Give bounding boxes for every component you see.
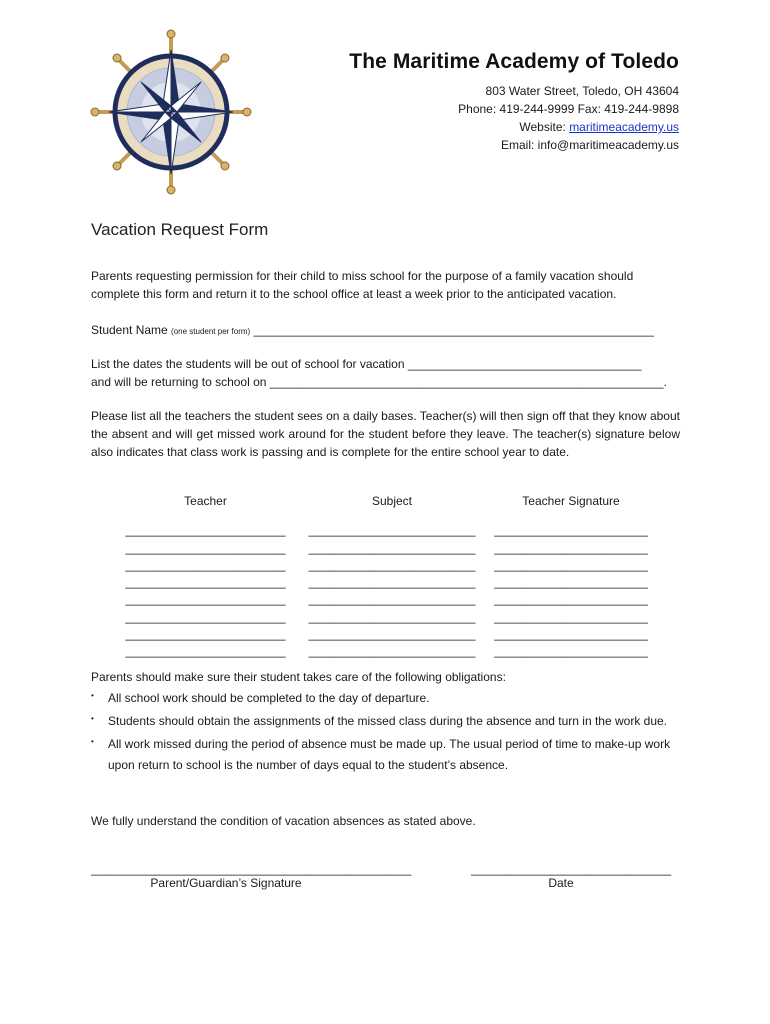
- teachers-instruction: Please list all the teachers the student sees on a daily bases. Teacher(s) will then sign off that they know about the absent and will get missed work around for the student before they leave. The teacher(s) signature below also indicates that class work is passing and is complete for the entire school year to date.: [91, 409, 680, 459]
- form-title: Vacation Request Form: [91, 220, 269, 239]
- subject-field[interactable]: _________________________: [308, 627, 476, 642]
- table-header-row: [118, 494, 650, 512]
- teacher-name-field[interactable]: ________________________: [125, 609, 286, 624]
- school-header: [279, 50, 679, 154]
- date-label: Date: [548, 876, 574, 890]
- obligation-text: Students should obtain the assignments of the missed class during the absence and turn in the work due.: [108, 714, 668, 728]
- student-name-note: (one student per form): [171, 327, 251, 336]
- school-website: [279, 118, 679, 136]
- return-date-field[interactable]: and will be returning to school on ___________________________________________________________.: [91, 375, 667, 389]
- teacher-signature-table: [118, 494, 650, 658]
- school-address: 803 Water Street, Toledo, OH 43604: [485, 84, 679, 98]
- date-field[interactable]: ______________________________: [471, 862, 672, 876]
- teacher-signature-field[interactable]: _______________________: [494, 644, 648, 659]
- vacation-dates-field[interactable]: List the dates the students will be out of school for vacation ___________________________________: [91, 357, 642, 371]
- teacher-name-field[interactable]: ________________________: [125, 644, 286, 659]
- website-link[interactable]: maritimeacademy.us: [569, 120, 679, 134]
- bullet-icon: •: [91, 737, 94, 746]
- teacher-signature-field[interactable]: _______________________: [494, 575, 648, 590]
- student-name-field[interactable]: ____________________________________________________________: [250, 323, 654, 337]
- table-row: [118, 589, 650, 606]
- teacher-signature-field[interactable]: _______________________: [494, 557, 648, 572]
- table-row: [118, 537, 650, 554]
- bullet-icon: •: [91, 714, 94, 723]
- subject-field[interactable]: _________________________: [308, 644, 476, 659]
- table-header-signature: Teacher Signature: [522, 494, 620, 508]
- student-name-label: Student Name: [91, 323, 172, 337]
- list-item: [91, 688, 691, 709]
- teacher-signature-field[interactable]: _______________________: [494, 540, 648, 555]
- subject-field[interactable]: _________________________: [308, 523, 476, 538]
- teacher-signature-field[interactable]: _______________________: [494, 592, 648, 607]
- student-name-row: [91, 321, 680, 341]
- subject-field[interactable]: _________________________: [308, 592, 476, 607]
- subject-field[interactable]: _________________________: [308, 609, 476, 624]
- table-header-subject: Subject: [371, 494, 413, 508]
- intro-paragraph: Parents requesting permission for their child to miss school for the purpose of a family vacation should complete this form and return it to the school office at least a week prior to the anticipated vacation.: [91, 269, 634, 301]
- teacher-signature-field[interactable]: _______________________: [494, 627, 648, 642]
- teacher-name-field[interactable]: ________________________: [125, 575, 286, 590]
- table-row: [118, 520, 650, 537]
- bullet-icon: •: [91, 691, 94, 700]
- website-label: Website:: [519, 120, 570, 134]
- table-row: [118, 624, 650, 641]
- compass-wheel-logo: [89, 28, 253, 196]
- table-row: [118, 606, 650, 623]
- obligation-text: All school work should be completed to the day of departure.: [108, 691, 430, 705]
- list-item: [91, 734, 691, 776]
- school-phone-fax: Phone: 419-244-9999 Fax: 419-244-9898: [458, 102, 679, 116]
- table-row: [118, 641, 650, 658]
- table-header-teacher: Teacher: [184, 494, 227, 508]
- obligation-text: All work missed during the period of absence must be made up. The usual period of time to make-up work upon return to school is the number of days equal to the student’s absence.: [108, 737, 671, 772]
- parent-signature-label: Parent/Guardian’s Signature: [150, 876, 302, 890]
- teacher-signature-field[interactable]: _______________________: [494, 523, 648, 538]
- school-name: The Maritime Academy of Toledo: [349, 50, 679, 73]
- table-row: [118, 572, 650, 589]
- teacher-name-field[interactable]: ________________________: [125, 523, 286, 538]
- subject-field[interactable]: _________________________: [308, 575, 476, 590]
- subject-field[interactable]: _________________________: [308, 540, 476, 555]
- teacher-signature-field[interactable]: _______________________: [494, 609, 648, 624]
- list-item: [91, 711, 691, 732]
- obligations-intro: Parents should make sure their student takes care of the following obligations:: [91, 670, 506, 684]
- parent-signature-block: [91, 862, 421, 890]
- date-block: [471, 862, 681, 890]
- parent-signature-field[interactable]: ________________________________________________: [91, 862, 412, 876]
- teacher-name-field[interactable]: ________________________: [125, 627, 286, 642]
- acknowledgement-text: We fully understand the condition of vacation absences as stated above.: [91, 814, 476, 828]
- school-email: Email: info@maritimeacademy.us: [500, 138, 679, 152]
- subject-field[interactable]: _________________________: [308, 557, 476, 572]
- table-row: [118, 555, 650, 572]
- teacher-name-field[interactable]: ________________________: [125, 540, 286, 555]
- obligations-list: [91, 688, 691, 778]
- teacher-name-field[interactable]: ________________________: [125, 557, 286, 572]
- teacher-name-field[interactable]: ________________________: [125, 592, 286, 607]
